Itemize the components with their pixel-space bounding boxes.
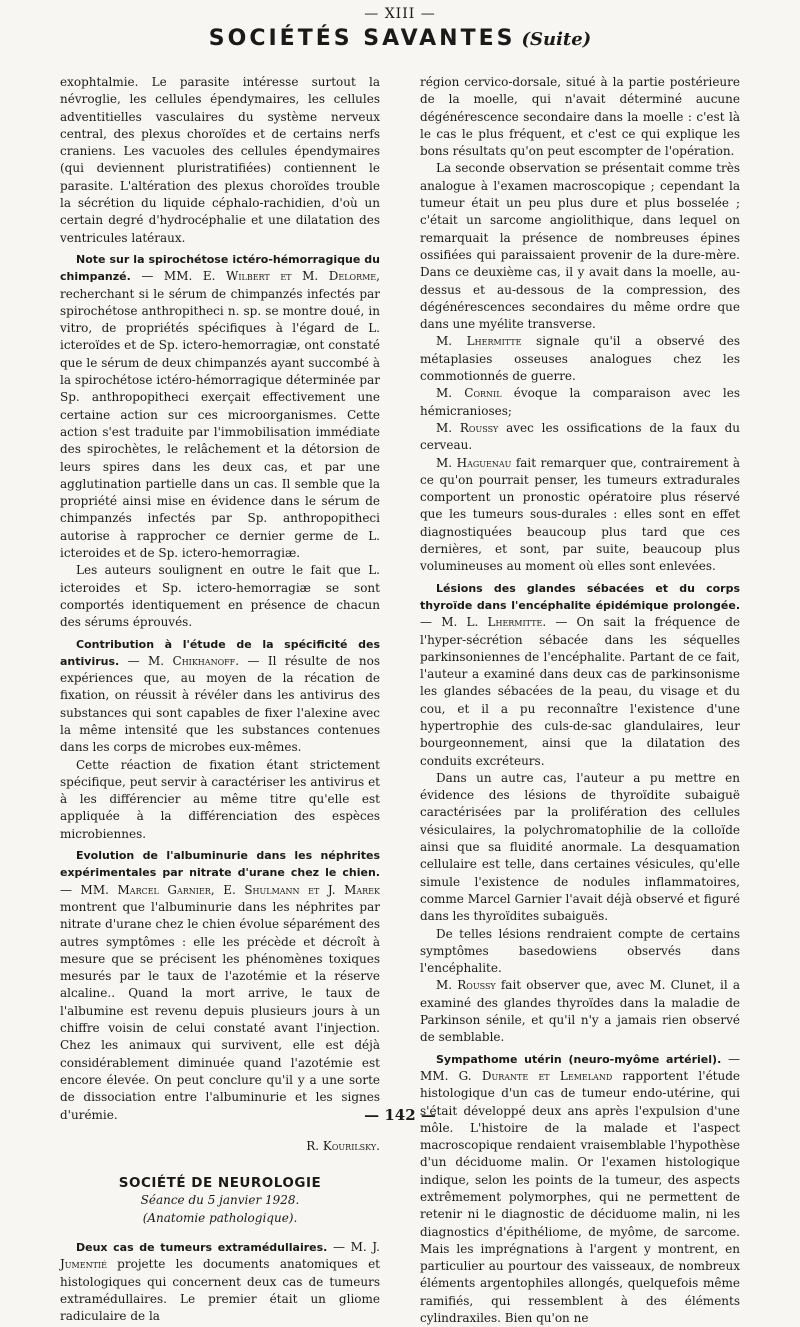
article-text: projette les documents anatomiques et histologiques qui concernent deux cas de tumeurs extramédullaires. Le premier était un gliome radiculaire de la — [60, 1257, 380, 1324]
article-paragraph — [60, 636, 380, 757]
prefix: M. — [436, 455, 457, 470]
paragraph: De telles lésions rendraient compte de certains symptômes basedowiens observés dans l'encéphalite. — [420, 926, 740, 976]
article-paragraph — [420, 580, 740, 770]
paragraph-text: avec les ossifications de la faux du cerveau. — [420, 420, 740, 453]
right-column — [420, 74, 740, 1327]
article-text: rapportent l'étude histologique d'un cas de tumeur endo-utérine, qui s'était développé deux ans après l'expulsion d'une môle. L'histoire de la malade et l'aspect macroscopique rendaient vraisemblable l'hypothèse d'un déciduome malin. Or l'examen histologique indique, selon les points de la tumeur, des aspects extrêmement polymorphes, qui ne permettent de retenir ni le diagnostic de déciduome malin, ni les diagnostics d'épithéliome, de myôme, de sarcome. Mais les imprégnations à l'argent y montrent, en particulier au pourtour des vaisseaux, de nombreux éléments argentophiles allongés, quelquefois même ramifiés, qui ressemblent à des éléments cylindraxiles. Bien qu'on ne — [420, 1068, 740, 1326]
article-title: Note sur la spirochétose ictéro-hémorragique du chimpanzé. — [60, 252, 380, 284]
paragraph — [420, 455, 740, 576]
article-title: Contribution à l'étude de la spécificité des antivirus. — [60, 637, 380, 668]
dash: — M. — [119, 653, 173, 668]
article-text: montrent que l'albuminurie dans les néphrites par nitrate d'urane chez le chien évolue séparément des autres symptômes : elle les précède et décroît à mesure que se précisent les phénomènes toxiques mesurés par le taux de l'azotémie et la réserve alcaline.. Quand la mort arrive, le taux de l'albumine est revenu depuis plusieurs jours à un chiffre voisin de celui constaté avant l'injection. Chez les animaux qui survivent, elle est déjà considérablement diminuée quand l'azotémie est encore élevée. On peut conclure qu'il y a une sorte de dissociation entre l'albuminurie et les signes d'urémie. — [60, 899, 380, 1122]
paragraph — [420, 333, 740, 385]
article-authors: Chikhanoff — [172, 653, 236, 668]
article-authors: J. Jumentié — [60, 1240, 380, 1272]
paragraph: Cette réaction de fixation étant strictement spécifique, peut servir à caractériser les antivirus et à les différencier au même titre qu'elle est appliquée à la différenciation des espèces microbiennes. — [60, 757, 380, 841]
title-suite: (Suite) — [521, 29, 592, 50]
paragraph: La seconde observation se présentait comme très analogue à l'examen macroscopique ; cependant la tumeur était un peu plus dure et plus bosselée ; c'était un sarcome angiolithique, dans lequel on remarquait la présence de nombreuses épines ossifiées qui paraissaient provenir de la dure-mère. Dans ce deuxième cas, il y avait dans la moelle, au-dessus et au-dessous de la compression, des dégénérescences secondaires du même ordre que dans une myélite transverse. — [420, 161, 740, 332]
article-paragraph — [420, 1051, 740, 1327]
signature: R. Kourilsky. — [306, 1138, 380, 1153]
prefix: M. — [436, 334, 467, 349]
section-subtitle: (Anatomie pathologique). — [142, 1210, 298, 1225]
author: Cornil — [464, 386, 502, 401]
dash: — M. — [420, 615, 467, 630]
paragraph-text: signale qu'il a observé des métaplasies osseuses analogues chez les commotionnés de guerre. — [420, 334, 740, 384]
article-authors: Marcel Garnier, E. Shulmann et J. Marek — [117, 882, 380, 897]
author: Roussy — [457, 978, 496, 993]
roman-page-number: — XIII — — [364, 6, 436, 22]
paragraph: région cervico-dorsale, situé à la partie postérieure de la moelle, qui n'avait déterminé aucune dégénérescence secondaire dans la moelle : c'est là le cas le plus fréquent, et c'est ce qui explique les bons résultats qu'on peut escompter de l'opération. — [420, 75, 740, 159]
article-paragraph — [60, 251, 380, 562]
article-paragraph — [60, 1239, 380, 1325]
left-column — [60, 74, 380, 1325]
paragraph: exophtalmie. Le parasite intéresse surtout la névroglie, les cellules épendymaires, les cellules adventitielles vasculaires du système nerveux central, des plexus choroïdes et de certains nerfs craniens. Les vacuoles des cellules épendymaires (qui deviennent pluristratifiées) contiennent le parasite. L'altération des plexus choroïdes trouble la sécrétion du liquide céphalo-rachidien, d'où un certain degré d'hydrocéphalie et une dilatation des ventricules latéraux. — [60, 75, 380, 245]
page-title — [0, 26, 800, 51]
section-date: Séance du 5 janvier 1928. — [140, 1193, 300, 1208]
dash: — MM. — [60, 882, 118, 897]
article-title: Deux cas de tumeurs extramédullaires. — [76, 1241, 328, 1254]
article-title: Sympathome utérin (neuro-myôme artériel). — [436, 1052, 722, 1066]
article-title: Lésions des glandes sébacées et du corps thyroïde dans l'encéphalite épidémique prolongée. — [420, 581, 740, 612]
paragraph-text: fait remarquer que, contrairement à ce qu'on pourrait penser, les tumeurs extradurales comportent un pronostic opératoire plus réservé que les tumeurs sous-durales : elles sont en effet diagnostiquées beaucoup plus tard que ces dernières, et sont, par suite, beaucoup plus volumineuses au moment où elles sont enlevées. — [420, 455, 740, 574]
paragraph-text: évoque la comparaison avec les hémicranioses; — [420, 386, 740, 418]
author: Roussy — [459, 420, 499, 435]
paragraph — [420, 420, 740, 455]
article-authors: E. Wilbert et M. Delorme — [202, 269, 377, 284]
section-title: SOCIÉTÉ DE NEUROLOGIE — [118, 1175, 322, 1192]
article-title: Evolution de l'albuminurie dans les néphrites expérimentales par nitrate d'urane chez le chien. — [60, 849, 380, 880]
article-authors: L. Lhermitte — [466, 615, 543, 630]
dash: — M. — [327, 1240, 373, 1254]
prefix: M. — [436, 420, 460, 435]
article-text: , recherchant si le sérum de chimpanzés infectés par spirochétose anthropitheci n. sp. se montre doué, in vitro, de propriétés spécifiques à l'égard de L. icteroïdes et de Sp. ictero-hemorragiæ, ont constaté que le sérum de deux chimpanzés ayant succombé à la spirochétose ictéro-hémorragique déterminée par Sp. anthropopitheci exerçait effectivement une certaine action sur ces microorganismes. Cette action s'est traduite par l'immobilisation immédiate des spirochètes, le relâchement et la détorsion de leurs spires dans les deux cas, et par une agglutination partielle dans un cas. Il semble que la propriété ainsi mise en évidence dans le sérum de chimpanzés infectés par Sp. anthropopitheci autorise à rapprocher ce dernier germe de L. icteroides et de Sp. ictero-hemorragiæ. — [60, 269, 380, 561]
prefix: M. — [436, 978, 458, 993]
paragraph: Dans un autre cas, l'auteur a pu mettre en évidence des lésions de thyroïdite subaiguë caractérisées par la prolifération des cellules vésiculaires, la polychromatophilie de la colloïde ainsi que sa fluidité anormale. La desquamation cellulaire est telle, dans certaines vésicules, qu'elle simule l'existence de nodules inflammatoires, comme Marcel Garnier l'avait déjà observé et figuré dans les thyroïdites subaiguës. — [420, 770, 740, 924]
paragraph-text: fait observer que, avec M. Clunet, il a examiné des glandes thyroïdes dans la maladie de Parkinson sénile, et qu'il n'y a jamais rien observé de semblable. — [420, 978, 740, 1045]
author: Haguenau — [456, 455, 512, 470]
dash: — MM. — [420, 1051, 740, 1083]
prefix: M. — [436, 386, 465, 401]
paragraph — [420, 977, 740, 1046]
dash: — MM. — [130, 269, 203, 284]
article-authors: G. Durante et Lemeland — [458, 1068, 613, 1083]
article-text: . — Il résulte de nos expériences que, au moyen de la récation de fixation, on réussit à révéler dans les antivirus des substances qui sont capables de fixer l'alexine avec la même intensité que les substances contenues dans les corps de microbes eux-mêmes. — [60, 653, 380, 755]
paragraph — [420, 385, 740, 420]
article-text: . — On sait la fréquence de l'hyper-sécrétion sébacée dans les séquelles parkinsoniennes de l'encéphalite. Partant de ce fait, l'auteur a examiné dans deux cas de parkinsonisme les glandes sébacées de la peau, du visage et du cou, et il a pu reconnaître l'existence d'une hypertrophie des culs-de-sac glandulaires, leur bourgeonnement, ainsi que la dilatation des conduits excréteurs. — [420, 615, 741, 768]
page-number: — 142 — — [364, 1106, 436, 1124]
paragraph: Les auteurs soulignent en outre le fait que L. icteroides et Sp. ictero-hemorragiæ se sont comportés identiquement en présence de chacun des sérums éprouvés. — [60, 563, 380, 630]
journal-section-title: SOCIÉTÉS SAVANTES — [208, 26, 516, 51]
article-paragraph — [60, 847, 380, 1124]
author: Lhermitte — [466, 334, 522, 349]
